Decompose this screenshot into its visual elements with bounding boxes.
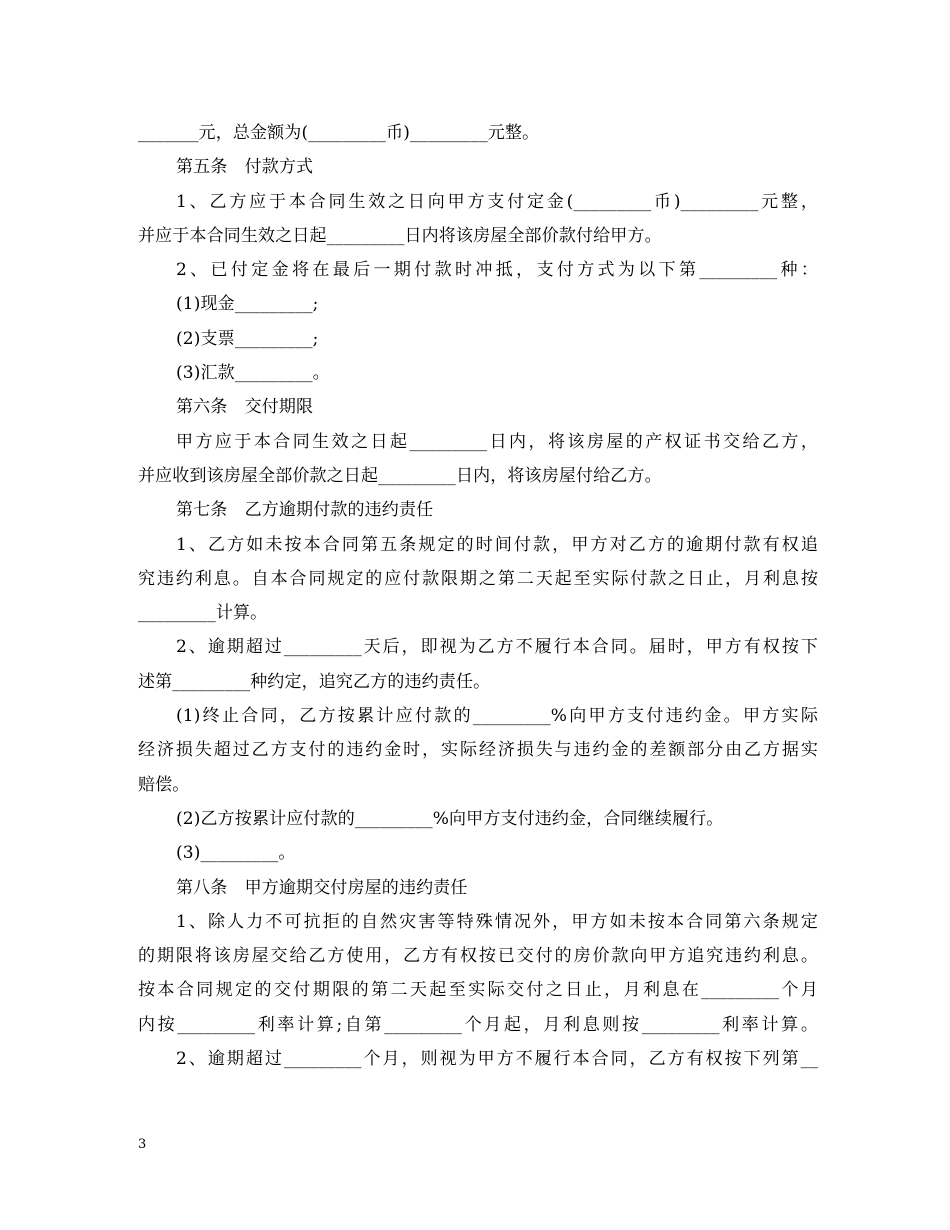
text-line: (1)现金_________;: [176, 294, 319, 315]
text-line: 按本合同规定的交付期限的第二天起至实际交付之日止，月利息在_________个月: [138, 980, 818, 1001]
text-line: 究违约利息。自本合同规定的应付款限期之第二天起至实际付款之日止，月利息按: [138, 568, 818, 589]
text-line: (1)终止合同，乙方按累计应付款的_________%向甲方支付违约金。甲方实际: [176, 706, 818, 727]
text-line: 第五条 付款方式: [176, 157, 314, 178]
text-line: 2、已付定金将在最后一期付款时冲抵，支付方式为以下第_________种：: [176, 260, 818, 281]
document-body: [138, 116, 818, 1076]
text-line: 2、逾期超过_________天后，即视为乙方不履行本合同。届时，甲方有权按下: [176, 637, 818, 658]
text-line: 1、乙方如未按本合同第五条规定的时间付款，甲方对乙方的逾期付款有权追: [176, 534, 818, 555]
text-line: 内按_________利率计算;自第_________个月起，月利息则按_________利率计算。: [138, 1014, 818, 1035]
text-line: 甲方应于本合同生效之日起_________日内，将该房屋的产权证书交给乙方，: [176, 431, 818, 452]
text-line: 赔偿。: [138, 774, 190, 795]
text-line: 1、乙方应于本合同生效之日向甲方支付定金(_________币)_________元整，: [176, 191, 818, 212]
text-line: (3)_________。: [176, 843, 296, 864]
text-line: 的期限将该房屋交给乙方使用，乙方有权按已交付的房价款向甲方追究违约利息。: [138, 946, 818, 967]
text-line: 第八条 甲方逾期交付房屋的违约责任: [176, 877, 468, 898]
text-line: 第六条 交付期限: [176, 397, 314, 418]
text-line: 第七条 乙方逾期付款的违约责任: [176, 500, 434, 521]
text-line: 并应收到该房屋全部价款之日起_________日内，将该房屋付给乙方。: [138, 465, 662, 486]
text-line: _________计算。: [138, 603, 268, 624]
text-line: (2)支票_________;: [176, 328, 319, 349]
text-line: 经济损失超过乙方支付的违约金时，实际经济损失与违约金的差额部分由乙方据实: [138, 740, 818, 761]
text-line: 1、除人力不可抗拒的自然灾害等特殊情况外，甲方如未按本合同第六条规定: [176, 911, 818, 932]
text-line: 述第_________种约定，追究乙方的违约责任。: [138, 671, 491, 692]
text-line: (3)汇款_________。: [176, 363, 330, 384]
text-line: (2)乙方按累计应付款的_________%向甲方支付违约金，合同继续履行。: [176, 808, 724, 829]
page-number: 3: [138, 1137, 147, 1152]
text-line: _______元，总金额为(_________币)_________元整。: [138, 123, 540, 143]
text-line: 2、逾期超过_________个月，则视为甲方不履行本合同，乙方有权按下列第__: [176, 1049, 818, 1070]
text-line: 并应于本合同生效之日起_________日内将该房屋全部价款付给甲方。: [138, 225, 662, 246]
